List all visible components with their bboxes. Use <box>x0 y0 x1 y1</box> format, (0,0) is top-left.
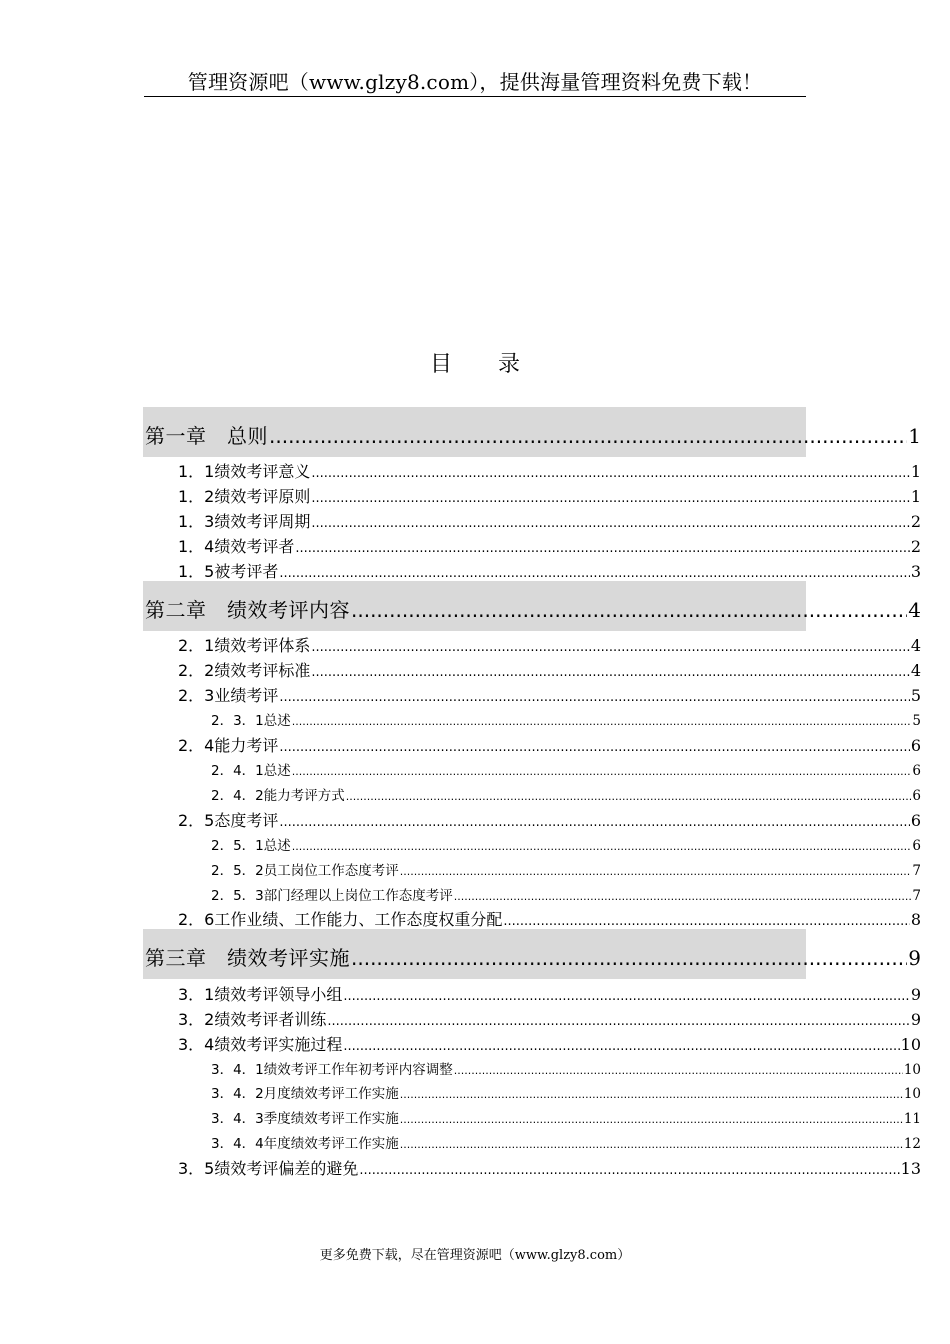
toc-entry-label: 2．2绩效考评标准 <box>178 661 311 680</box>
toc-entry-page-number: 6 <box>912 763 921 779</box>
toc-entry-page-number: 1 <box>908 424 921 448</box>
toc-entry-label: 2．5态度考评 <box>178 811 279 830</box>
toc-chapter-entry[interactable] <box>145 942 921 972</box>
dot-leader <box>279 566 909 581</box>
dot-leader <box>400 1138 903 1151</box>
toc-section-entry[interactable] <box>178 982 921 1004</box>
dot-leader <box>311 516 909 531</box>
toc-chapter-entry[interactable] <box>145 594 921 624</box>
toc-chapter-entry[interactable] <box>145 420 921 450</box>
toc-section-entry[interactable] <box>178 484 921 506</box>
toc-section-entry[interactable] <box>178 633 921 655</box>
toc-entry-label: 1．4绩效考评者 <box>178 537 295 556</box>
toc-subsection-entry[interactable] <box>211 1107 921 1127</box>
dot-leader <box>327 1014 909 1029</box>
toc-title-char-1: 目 <box>429 352 452 377</box>
dot-leader <box>269 424 907 448</box>
dot-leader <box>311 665 909 680</box>
toc-entry-page-number: 10 <box>903 1086 921 1102</box>
dot-leader <box>292 715 912 728</box>
toc-section-entry[interactable] <box>178 907 921 929</box>
dot-leader <box>295 541 909 556</box>
toc-entry-label: 2．5．1总述 <box>211 838 291 854</box>
dot-leader <box>400 1113 903 1126</box>
toc-entry-page-number: 13 <box>900 1159 921 1178</box>
toc-section-entry[interactable] <box>178 534 921 556</box>
toc-entry-label: 1．5被考评者 <box>178 562 279 581</box>
toc-entry-page-number: 6 <box>910 811 921 830</box>
toc-entry-label: 2．5．3部门经理以上岗位工作态度考评 <box>211 888 453 904</box>
toc-title-char-2: 录 <box>498 352 521 377</box>
toc-entry-page-number: 10 <box>900 1035 921 1054</box>
toc-entry-page-number: 5 <box>910 686 921 705</box>
toc-entry-label: 3．1绩效考评领导小组 <box>178 985 343 1004</box>
dot-leader <box>343 1039 899 1054</box>
dot-leader <box>454 890 912 903</box>
toc-entry-label: 1．1绩效考评意义 <box>178 462 311 481</box>
toc-entry-label: 2．1绩效考评体系 <box>178 636 311 655</box>
toc-entry-label: 3．5绩效考评偏差的避免 <box>178 1159 359 1178</box>
dot-leader <box>311 466 909 481</box>
footer-text: 更多免费下载，尽在管理资源吧（www.glzy8.com） <box>319 1248 631 1263</box>
toc-entry-label: 2．5．2员工岗位工作态度考评 <box>211 863 399 879</box>
dot-leader <box>292 840 912 853</box>
toc-entry-label: 2．3．1总述 <box>211 713 291 729</box>
toc-entry-page-number: 6 <box>912 788 921 804</box>
toc-entry-page-number: 4 <box>910 661 921 680</box>
toc-entry-page-number: 6 <box>912 838 921 854</box>
toc-entry-label: 3．2绩效考评者训练 <box>178 1010 327 1029</box>
toc-entry-page-number: 9 <box>910 1010 921 1029</box>
toc-entry-label: 2．4．2能力考评方式 <box>211 788 345 804</box>
dot-leader <box>279 815 909 830</box>
toc-entry-page-number: 2 <box>910 537 921 556</box>
page-footer <box>0 1246 950 1266</box>
toc-entry-label: 1．3绩效考评周期 <box>178 512 311 531</box>
toc-section-entry[interactable] <box>178 1156 921 1178</box>
toc-subsection-entry[interactable] <box>211 759 921 779</box>
toc-section-entry[interactable] <box>178 1007 921 1029</box>
dot-leader <box>351 946 907 970</box>
toc-entry-label: 2．4．1总述 <box>211 763 291 779</box>
toc-entry-label: 3．4．1绩效考评工作年初考评内容调整 <box>211 1062 453 1078</box>
toc-entry-page-number: 9 <box>908 946 921 970</box>
toc-section-entry[interactable] <box>178 509 921 531</box>
toc-entry-page-number: 12 <box>903 1136 921 1152</box>
toc-section-entry[interactable] <box>178 733 921 755</box>
toc-section-entry[interactable] <box>178 808 921 830</box>
toc-entry-page-number: 9 <box>910 985 921 1004</box>
header-text: 管理资源吧（www.glzy8.com），提供海量管理资料免费下载！ <box>187 70 763 94</box>
toc-entry-label: 2．4能力考评 <box>178 736 279 755</box>
dot-leader <box>359 1163 899 1178</box>
toc-subsection-entry[interactable] <box>211 709 921 729</box>
toc-entry-page-number: 7 <box>912 863 921 879</box>
toc-subsection-entry[interactable] <box>211 1058 921 1078</box>
toc-entry-label: 2．6工作业绩、工作能力、工作态度权重分配 <box>178 910 503 929</box>
toc-entry-page-number: 4 <box>910 636 921 655</box>
toc-entry-label: 第二章 绩效考评内容 <box>145 598 350 622</box>
toc-entry-page-number: 10 <box>903 1062 921 1078</box>
dot-leader <box>311 491 909 506</box>
dot-leader <box>503 914 909 929</box>
toc-section-entry[interactable] <box>178 1032 921 1054</box>
dot-leader <box>343 989 909 1004</box>
toc-subsection-entry[interactable] <box>211 834 921 854</box>
toc-subsection-entry[interactable] <box>211 784 921 804</box>
dot-leader <box>292 765 912 778</box>
toc-entry-page-number: 2 <box>910 512 921 531</box>
toc-subsection-entry[interactable] <box>211 859 921 879</box>
toc-entry-label: 3．4．4年度绩效考评工作实施 <box>211 1136 399 1152</box>
toc-subsection-entry[interactable] <box>211 1132 921 1152</box>
toc-entry-page-number: 7 <box>912 888 921 904</box>
toc-section-entry[interactable] <box>178 658 921 680</box>
toc-entry-label: 3．4．3季度绩效考评工作实施 <box>211 1111 399 1127</box>
toc-entry-page-number: 3 <box>910 562 921 581</box>
toc-entry-page-number: 1 <box>910 462 921 481</box>
dot-leader <box>400 865 912 878</box>
dot-leader <box>351 598 907 622</box>
toc-entry-label: 2．3业绩考评 <box>178 686 279 705</box>
dot-leader <box>346 790 912 803</box>
dot-leader <box>454 1064 903 1077</box>
toc-subsection-entry[interactable] <box>211 884 921 904</box>
toc-subsection-entry[interactable] <box>211 1082 921 1102</box>
dot-leader <box>400 1088 903 1101</box>
toc-entry-label: 第三章 绩效考评实施 <box>145 946 350 970</box>
toc-entry-label: 3．4绩效考评实施过程 <box>178 1035 343 1054</box>
toc-entry-page-number: 8 <box>910 910 921 929</box>
toc-section-entry[interactable] <box>178 683 921 705</box>
dot-leader <box>311 640 909 655</box>
dot-leader <box>279 740 909 755</box>
toc-section-entry[interactable] <box>178 459 921 481</box>
toc-entry-page-number: 11 <box>903 1111 921 1127</box>
toc-entry-label: 1．2绩效考评原则 <box>178 487 311 506</box>
toc-entry-label: 3．4．2月度绩效考评工作实施 <box>211 1086 399 1102</box>
toc-entry-page-number: 5 <box>912 713 921 729</box>
toc-entry-page-number: 4 <box>908 598 921 622</box>
toc-section-entry[interactable] <box>178 559 921 581</box>
toc-entry-page-number: 6 <box>910 736 921 755</box>
toc-entry-page-number: 1 <box>910 487 921 506</box>
dot-leader <box>279 690 909 705</box>
toc-entry-label: 第一章 总则 <box>145 424 268 448</box>
